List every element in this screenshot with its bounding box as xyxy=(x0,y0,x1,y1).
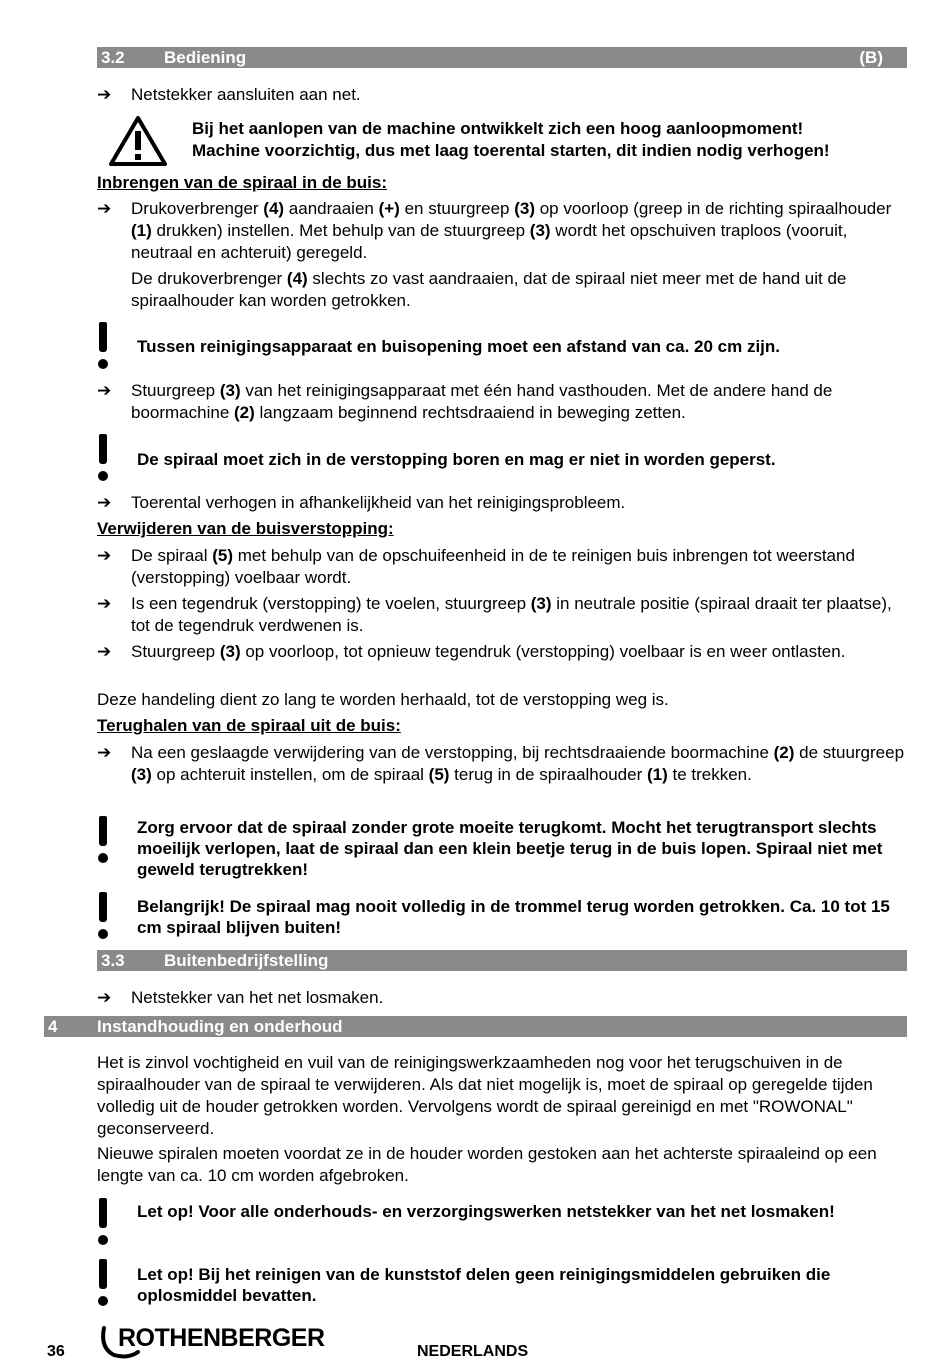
arrow-right-icon: ➔ xyxy=(97,199,112,218)
warning-line-2: Machine voorzichtig, dus met laag toerental starten, dit indien nodig verhogen! xyxy=(192,141,830,160)
page-number: 36 xyxy=(47,1343,65,1360)
rothenberger-logo xyxy=(98,1322,348,1362)
subheading-verwijderen: Verwijderen van de buisverstopping: xyxy=(97,519,394,538)
note-text: Belangrijk! De spiraal mag nooit volledig in de trommel terug worden getrokken. Ca. 10 tot 15 cm spiraal blijven buiten! xyxy=(137,897,890,937)
bullet-text: Netstekker aansluiten aan net. xyxy=(131,85,361,104)
section-header-3-2 xyxy=(97,47,907,68)
arrow-right-icon: ➔ xyxy=(97,594,112,613)
section-number: 3.2 xyxy=(101,48,125,67)
section-title: Bediening xyxy=(164,48,247,67)
subheading-inbrengen: Inbrengen van de spiraal in de buis: xyxy=(97,173,388,192)
warning-triangle-icon xyxy=(108,115,168,167)
note-text: De spiraal moet zich in de verstopping boren en mag er niet in worden geperst. xyxy=(137,450,776,469)
bullet-continuation: De drukoverbrenger (4) slechts zo vast aandraaien, dat de spiraal niet meer met de hand uit de spiraalhouder kan worden getrokken. xyxy=(131,269,847,310)
section-header-3-3 xyxy=(97,950,907,971)
note-text: Let op! Bij het reinigen van de kunststof delen geen reinigingsmiddelen gebruiken die oplosmiddel bevatten. xyxy=(137,1265,831,1305)
paragraph: Nieuwe spiralen moeten voordat ze in de houder worden gestoken aan het achterste spiraaleind op een lengte van ca. 10 cm worden afgebroken. xyxy=(97,1144,877,1185)
bullet-text: Stuurgreep (3) op voorloop, tot opnieuw tegendruk (verstopping) voelbaar is en weer ontlasten. xyxy=(131,642,846,661)
arrow-right-icon: ➔ xyxy=(97,743,112,762)
note-text: Zorg ervoor dat de spiraal zonder grote moeite terugkomt. Mocht het terugtransport slechts moeilijk verlopen, laat de spiraal dan een klein beetje terug in de buis lopen. Spiraal niet met geweld terugtrekken! xyxy=(137,818,883,879)
bullet-text: Netstekker van het net losmaken. xyxy=(131,988,384,1007)
bullet-text: De spiraal (5) met behulp van de opschuifeenheid in de te reinigen buis inbrengen tot weerstand (verstopping) voelbaar wordt. xyxy=(131,546,855,587)
bullet-text: Toerental verhogen in afhankelijkheid van het reinigingsprobleem. xyxy=(131,493,626,512)
paragraph: Deze handeling dient zo lang te worden herhaald, tot de verstopping weg is. xyxy=(97,690,669,709)
bullet-text: Is een tegendruk (verstopping) te voelen, stuurgreep (3) in neutrale positie (spiraal draait ter plaatse), tot de tegendruk verdwenen is. xyxy=(131,594,892,635)
svg-text:ROTHENBERGER: ROTHENBERGER xyxy=(118,1324,325,1352)
arrow-right-icon: ➔ xyxy=(97,988,112,1007)
warning-line-1: Bij het aanlopen van de machine ontwikkelt zich een hoog aanloopmoment! xyxy=(192,119,804,138)
section-title: Instandhouding en onderhoud xyxy=(97,1017,343,1036)
bullet-text: Drukoverbrenger (4) aandraaien (+) en stuurgreep (3) op voorloop (greep in de richting spiraalhouder (1) drukken) instellen. Met behulp van de stuurgreep (3) wordt het opschuiven traploos (vooruit, neutraal en achteruit) geregeld. xyxy=(131,199,892,262)
arrow-right-icon: ➔ xyxy=(97,85,112,104)
section-header-4 xyxy=(44,1016,907,1037)
bullet-text: Na een geslaagde verwijdering van de verstopping, bij rechtsdraaiende boormachine (2) de stuurgreep (3) op achteruit instellen, om de spiraal (5) terug in de spiraalhouder (1) te trekken. xyxy=(131,743,905,784)
section-tag: (B) xyxy=(859,48,883,67)
section-title: Buitenbedrijfstelling xyxy=(164,951,329,970)
bullet-text: Stuurgreep (3) van het reinigingsapparaat met één hand vasthouden. Met de andere hand de boormachine (2) langzaam beginnend rechtsdraaiend in beweging zetten. xyxy=(131,381,833,422)
language-label: NEDERLANDS xyxy=(417,1343,529,1360)
note-text: Tussen reinigingsapparaat en buisopening moet een afstand van ca. 20 cm zijn. xyxy=(137,337,781,356)
note-text: Let op! Voor alle onderhouds- en verzorgingswerken netstekker van het net losmaken! xyxy=(137,1202,835,1221)
arrow-right-icon: ➔ xyxy=(97,642,112,661)
paragraph: Het is zinvol vochtigheid en vuil van de reinigingswerkzaamheden nog voor het terugschuiven in de spiraalhouder van de spiraal te verwijderen. Als dat niet mogelijk is, moet de spiraal op geregelde tijden volledig uit de houder getrokken worden. Vervolgens wordt de spiraal gereinigd en met "ROWONAL" geconserveerd. xyxy=(97,1053,873,1138)
section-number: 3.3 xyxy=(101,951,125,970)
section-number: 4 xyxy=(48,1017,58,1036)
arrow-right-icon: ➔ xyxy=(97,381,112,400)
arrow-right-icon: ➔ xyxy=(97,546,112,565)
subheading-terughalen: Terughalen van de spiraal uit de buis: xyxy=(97,716,401,735)
arrow-right-icon: ➔ xyxy=(97,493,112,512)
